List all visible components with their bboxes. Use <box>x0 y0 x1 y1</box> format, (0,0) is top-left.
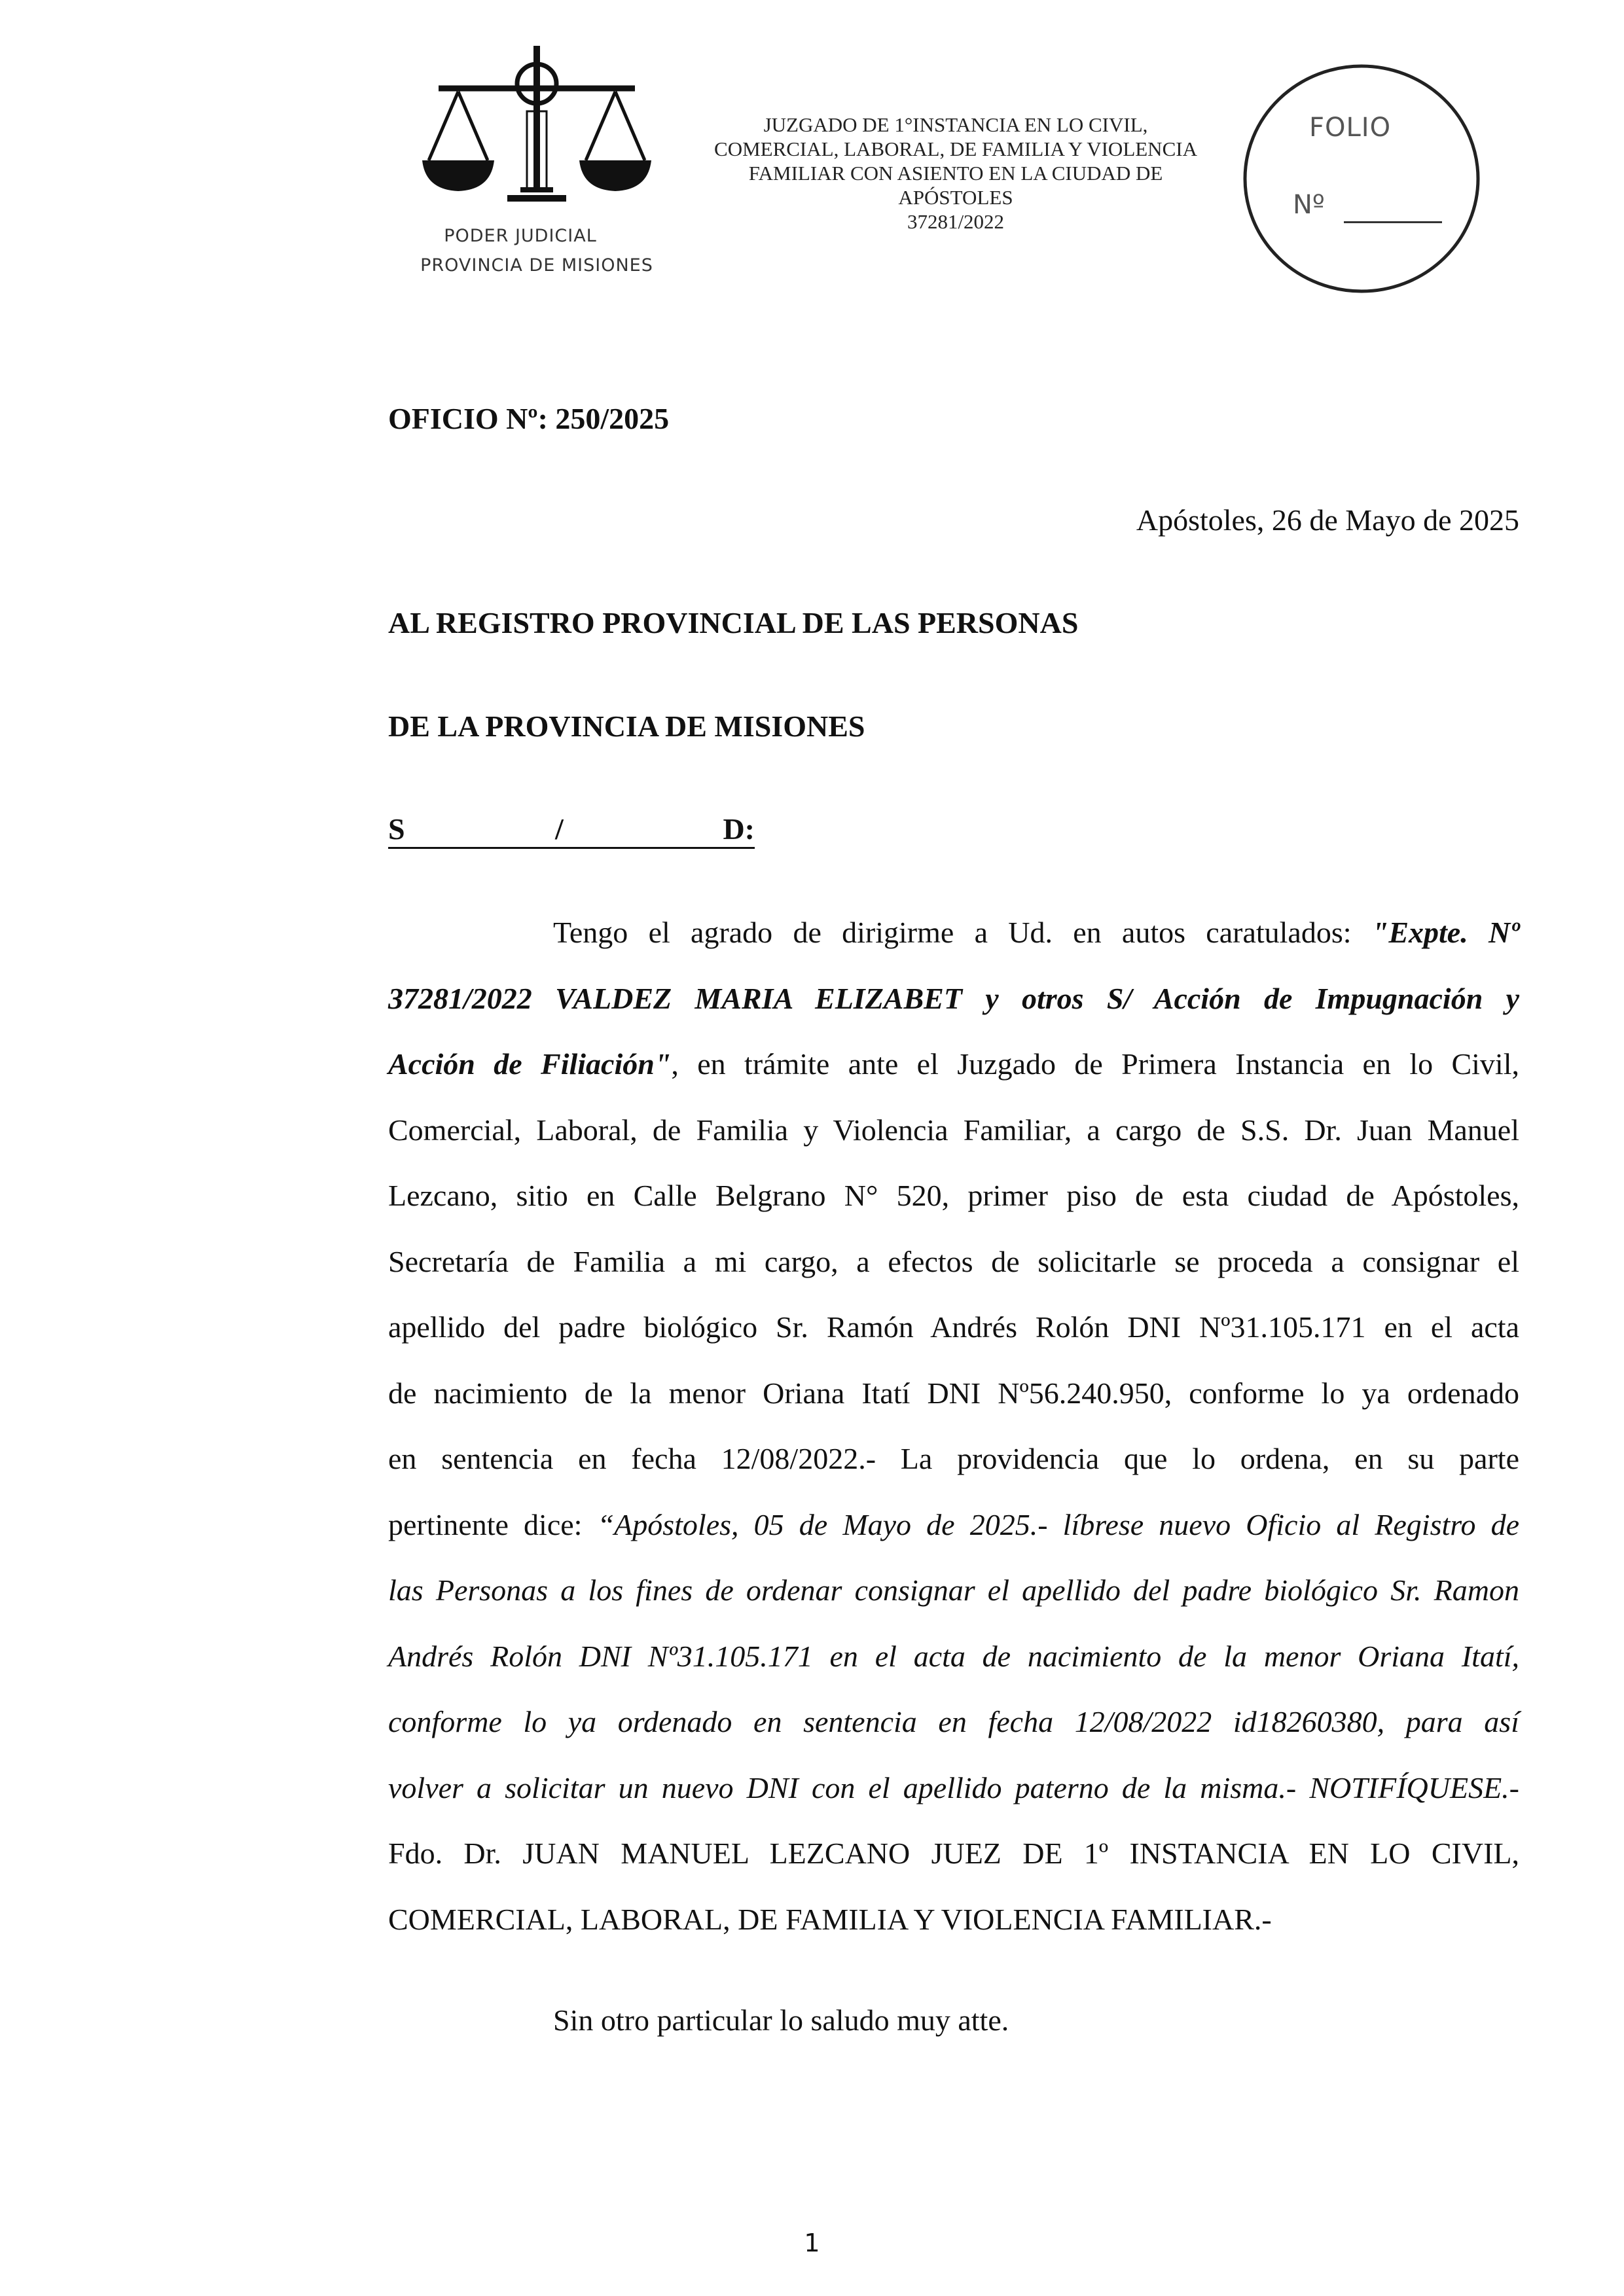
sd-slash: / <box>555 812 564 846</box>
page-number: 1 <box>804 2229 820 2257</box>
document-date: Apóstoles, 26 de Mayo de 2025 <box>1136 503 1519 537</box>
body-line <box>388 900 1519 966</box>
case-title: Acción de Filiación" <box>388 1047 672 1081</box>
body-line <box>388 1492 1519 1558</box>
body-line <box>388 1031 1519 1098</box>
addressee-line-1: AL REGISTRO PROVINCIAL DE LAS PERSONAS <box>388 606 1079 639</box>
case-title: "Expte. Nº <box>1371 916 1519 949</box>
court-header <box>681 113 1231 234</box>
body-line: Lezcano, sitio en Calle Belgrano N° 520, primer piso de esta ciudad de Apóstoles, <box>388 1179 1519 1212</box>
folio-number-label: Nº <box>1293 190 1325 220</box>
body-text: , en trámite ante el Juzgado de Primera Instancia en lo Civil, <box>671 1047 1519 1081</box>
scales-of-justice-icon <box>399 39 674 229</box>
closing-line: Sin otro particular lo saludo muy atte. <box>553 2003 1009 2037</box>
quoted-ruling: volver a solicitar un nuevo DNI con el apellido paterno de la misma.- NOTIFÍQUESE.- <box>388 1770 1519 1804</box>
quoted-ruling: Andrés Rolón DNI Nº31.105.171 en el acta de nacimiento de la menor Oriana Itatí, <box>388 1639 1519 1673</box>
folio-stamp-circle <box>1240 62 1483 304</box>
poder-judicial-logo <box>399 39 674 288</box>
court-line: COMERCIAL, LABORAL, DE FAMILIA Y VIOLENCIA <box>714 137 1197 160</box>
oficio-number: OFICIO Nº: 250/2025 <box>388 402 670 435</box>
body-paragraph <box>388 900 1519 1952</box>
body-line: Comercial, Laboral, de Familia y Violencia Familiar, a cargo de S.S. Dr. Juan Manuel <box>388 1113 1519 1147</box>
quoted-ruling: “Apóstoles, 05 de Mayo de 2025.- líbrese nuevo Oficio al Registro de <box>597 1507 1519 1541</box>
body-line: en sentencia en fecha 12/08/2022.- La providencia que lo ordena, en su parte <box>388 1442 1519 1475</box>
logo-caption-provincia: PROVINCIA DE MISIONES <box>420 255 653 276</box>
signature-line: Fdo. Dr. JUAN MANUEL LEZCANO JUEZ DE 1º INSTANCIA EN LO CIVIL, <box>388 1837 1519 1870</box>
signature-line: COMERCIAL, LABORAL, DE FAMILIA Y VIOLENCIA FAMILIAR.- <box>388 1902 1272 1936</box>
body-line: apellido del padre biológico Sr. Ramón Andrés Rolón DNI Nº31.105.171 en el acta <box>388 1310 1519 1344</box>
quoted-ruling: conforme lo ya ordenado en sentencia en fecha 12/08/2022 id18260380, para así <box>388 1705 1519 1738</box>
sd-d: D: <box>723 812 755 846</box>
case-title: 37281/2022 VALDEZ MARIA ELIZABET y otros S/ Acción de Impugnación y <box>388 981 1519 1015</box>
logo-caption-poder-judicial: PODER JUDICIAL <box>444 226 597 246</box>
body-text: Tengo el agrado de dirigirme a Ud. en autos caratulados: <box>553 916 1372 949</box>
quoted-ruling: las Personas a los fines de ordenar consignar el apellido del padre biológico Sr. Ramon <box>388 1573 1519 1607</box>
body-line: Secretaría de Familia a mi cargo, a efectos de solicitarle se proceda a consignar el <box>388 1244 1519 1278</box>
addressee-line-2: DE LA PROVINCIA DE MISIONES <box>388 709 865 743</box>
body-line: de nacimiento de la menor Oriana Itatí DNI Nº56.240.950, conforme lo ya ordenado <box>388 1376 1519 1410</box>
court-line: FAMILIAR CON ASIENTO EN LA CIUDAD DE <box>748 162 1163 185</box>
body-text: pertinente dice: <box>388 1507 598 1541</box>
folio-number-blank <box>1344 221 1442 223</box>
court-line: APÓSTOLES <box>898 186 1013 209</box>
sd-salutation <box>388 812 755 849</box>
case-number: 37281/2022 <box>907 210 1005 233</box>
folio-label: FOLIO <box>1309 113 1392 143</box>
court-line: JUZGADO DE 1°INSTANCIA EN LO CIVIL, <box>763 113 1148 136</box>
sd-s: S <box>388 812 405 846</box>
